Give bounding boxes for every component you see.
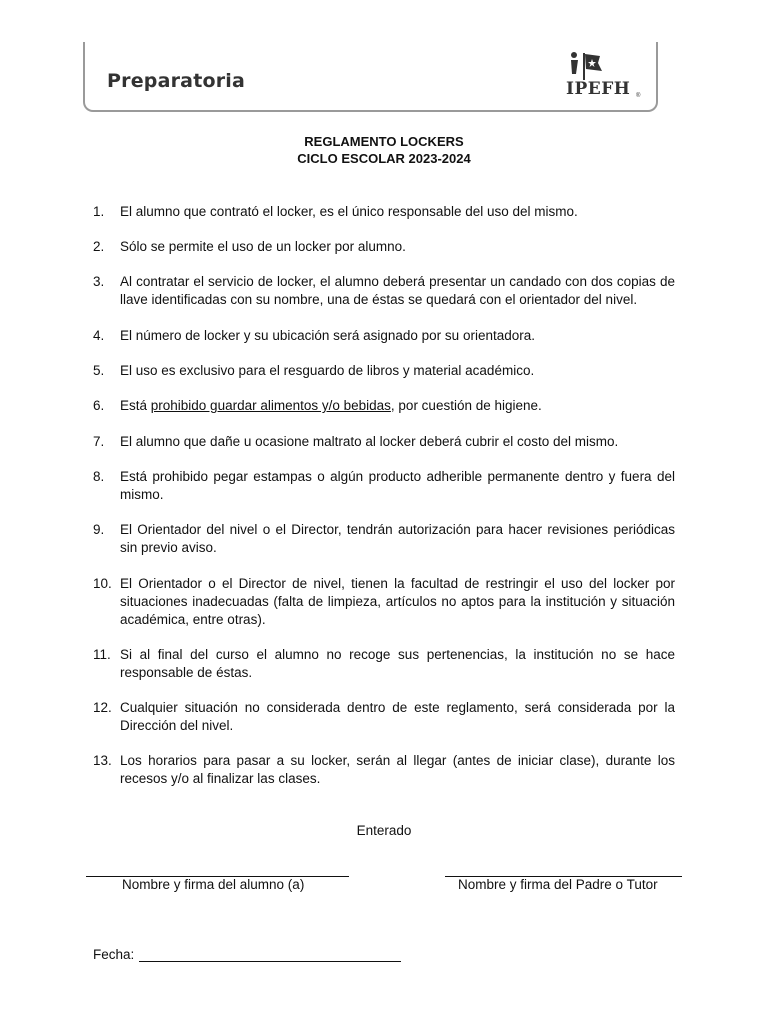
rule-item	[93, 238, 675, 256]
document-subtitle: CICLO ESCOLAR 2023-2024	[297, 151, 471, 166]
rule-item	[93, 646, 675, 682]
rule-number: 7.	[93, 434, 105, 449]
rule-text	[120, 397, 675, 415]
logo-text: IPEFH	[566, 79, 631, 99]
student-signature-label: Nombre y firma del alumno (a)	[122, 877, 305, 892]
rule-item	[93, 521, 675, 557]
rule-text: El uso es exclusivo para el resguardo de libros y material académico.	[120, 363, 535, 378]
rule-number: 3.	[93, 274, 105, 289]
rule-number: 8.	[93, 469, 105, 484]
rule-text: Si al final del curso el alumno no recoge sus pertenencias, la institución no se hace responsable de éstas.	[120, 647, 675, 680]
rule-item	[93, 575, 675, 629]
rule-number: 1.	[93, 204, 105, 219]
document-title: REGLAMENTO LOCKERS	[304, 134, 464, 149]
rule-text: Los horarios para pasar a su locker, serán al llegar (antes de iniciar clase), durante los recesos y/o al finalizar las clases.	[120, 753, 675, 786]
acknowledgement-label: Enterado	[356, 823, 412, 838]
rule-text: Sólo se permite el uso de un locker por alumno.	[120, 239, 406, 254]
rule-text: El alumno que dañe u ocasione maltrato al locker deberá cubrir el costo del mismo.	[120, 434, 619, 449]
rules-list	[93, 203, 675, 788]
date-line	[139, 961, 401, 962]
rule-text: El Orientador o el Director de nivel, tienen la facultad de restringir el uso del locker por situaciones inadecuadas (falta de limpieza, artículos no aptos para la institución y situación académica, entre otras).	[120, 576, 675, 627]
header-title: Preparatoria	[107, 70, 246, 92]
rule-number: 9.	[93, 522, 105, 537]
rule-item	[93, 433, 675, 451]
parent-signature-label: Nombre y firma del Padre o Tutor	[458, 877, 658, 892]
rule-item	[93, 273, 675, 309]
rule-text: El alumno que contrató el locker, es el único responsable del uso del mismo.	[120, 204, 578, 219]
rule-item	[93, 699, 675, 735]
rule-text-after: , por cuestión de higiene.	[390, 398, 542, 413]
rule-text: El Orientador del nivel o el Director, tendrán autorización para hacer revisiones periódicas sin previo aviso.	[120, 522, 675, 555]
rule-text: Al contratar el servicio de locker, el alumno deberá presentar un candado con dos copias de llave identificadas con su nombre, una de éstas se quedará con el orientador del nivel.	[120, 274, 675, 307]
rule-text: El número de locker y su ubicación será asignado por su orientadora.	[120, 328, 535, 343]
rule-number: 5.	[93, 363, 105, 378]
rule-number: 4.	[93, 328, 105, 343]
rule-number: 10.	[93, 576, 112, 591]
logo-registered-mark: ®	[636, 93, 641, 99]
rule-item	[93, 752, 675, 788]
rule-number: 2.	[93, 239, 105, 254]
rule-number: 13.	[93, 753, 112, 768]
rule-item	[93, 203, 675, 221]
rule-number: 6.	[93, 398, 105, 413]
rule-item	[93, 327, 675, 345]
rule-item	[93, 468, 675, 504]
rule-number: 11.	[93, 647, 111, 662]
rule-number: 12.	[93, 700, 112, 715]
rule-item	[93, 397, 675, 415]
rule-text-underlined: prohibido guardar alimentos y/o bebidas	[150, 398, 391, 413]
rule-text: Está prohibido pegar estampas o algún producto adherible permanente dentro y fuera del mismo.	[120, 469, 675, 502]
rule-item	[93, 362, 675, 380]
date-label: Fecha:	[93, 947, 135, 962]
rule-text: Cualquier situación no considerada dentro de este reglamento, será considerada por la Dirección del nivel.	[120, 700, 675, 733]
rule-text-before: Está	[120, 398, 151, 413]
